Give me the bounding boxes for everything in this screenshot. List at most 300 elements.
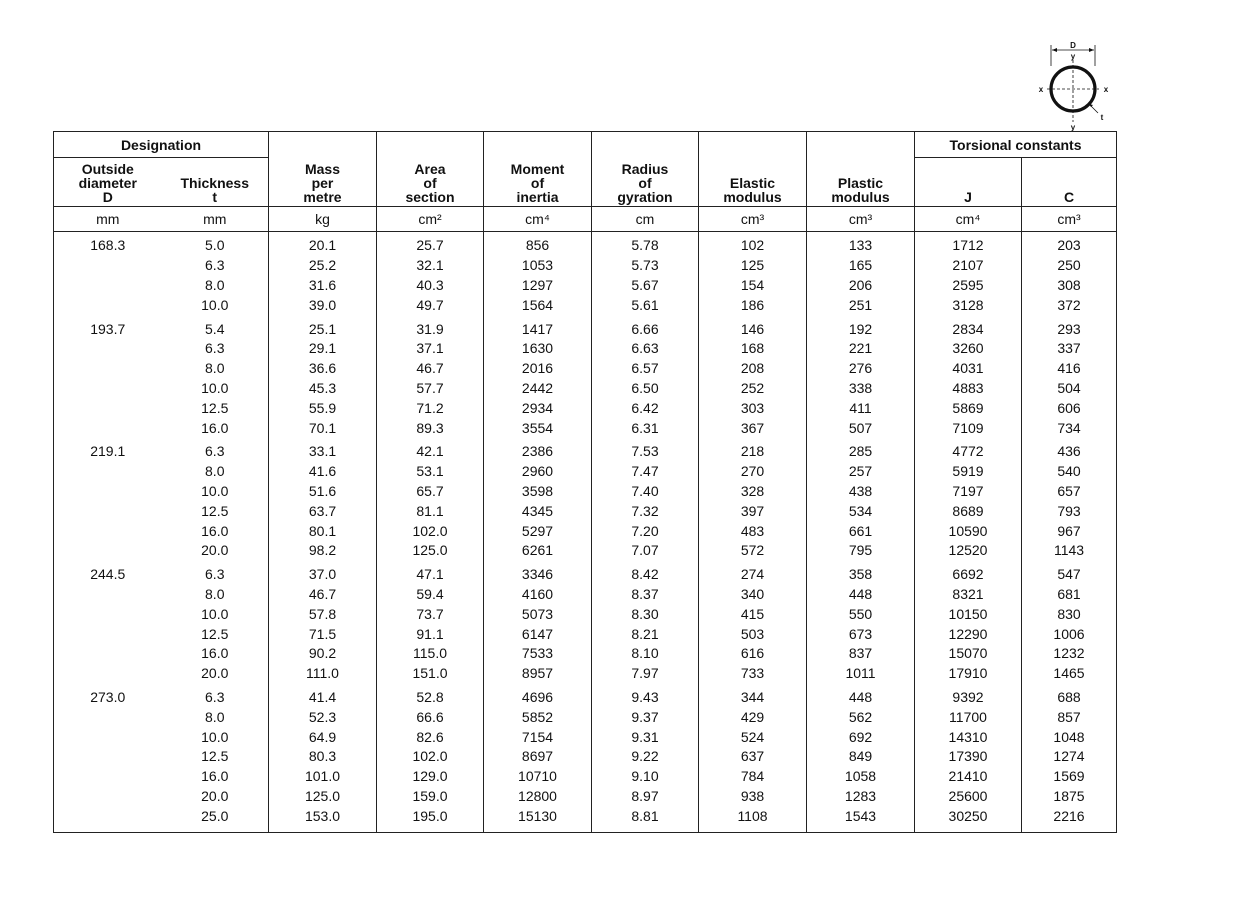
cell-j: 17390 xyxy=(915,747,1022,767)
table-row xyxy=(54,482,1117,502)
cell-plastic-modulus: 358 xyxy=(807,561,915,585)
designation-heading: Designation xyxy=(54,132,269,158)
cell-c: 1048 xyxy=(1022,727,1117,747)
cell-elastic-modulus: 572 xyxy=(699,541,807,561)
cell-gyration: 8.81 xyxy=(592,806,699,826)
cell-plastic-modulus: 133 xyxy=(807,232,915,256)
cell-elastic-modulus: 483 xyxy=(699,521,807,541)
cell-outside-diameter xyxy=(54,767,162,787)
cell-gyration: 7.97 xyxy=(592,664,699,684)
cell-c: 681 xyxy=(1022,585,1117,605)
cell-plastic-modulus: 1058 xyxy=(807,767,915,787)
cell-area: 102.0 xyxy=(377,747,484,767)
cell-gyration: 5.78 xyxy=(592,232,699,256)
cell-outside-diameter xyxy=(54,359,162,379)
diagram-label-y-top: y xyxy=(1070,52,1076,61)
cell-c: 293 xyxy=(1022,315,1117,339)
cell-outside-diameter xyxy=(54,707,162,727)
cell-gyration: 6.50 xyxy=(592,379,699,399)
cell-mass: 41.4 xyxy=(269,684,377,708)
cell-thickness: 12.5 xyxy=(162,747,269,767)
cell-outside-diameter xyxy=(54,501,162,521)
cell-outside-diameter xyxy=(54,398,162,418)
cell-mass: 29.1 xyxy=(269,339,377,359)
cell-c: 857 xyxy=(1022,707,1117,727)
cell-outside-diameter xyxy=(54,295,162,315)
cell-thickness: 8.0 xyxy=(162,359,269,379)
cell-area: 47.1 xyxy=(377,561,484,585)
cell-plastic-modulus: 837 xyxy=(807,644,915,664)
cell-inertia: 4160 xyxy=(484,585,592,605)
cell-j: 2595 xyxy=(915,276,1022,296)
table-row xyxy=(54,585,1117,605)
cell-gyration: 5.67 xyxy=(592,276,699,296)
cell-j: 4883 xyxy=(915,379,1022,399)
cell-area: 125.0 xyxy=(377,541,484,561)
cell-thickness: 16.0 xyxy=(162,521,269,541)
diagram-label-t: t xyxy=(1100,113,1104,122)
table-row xyxy=(54,604,1117,624)
cell-area: 151.0 xyxy=(377,664,484,684)
unit-cell: cm² xyxy=(377,207,484,232)
cell-mass: 70.1 xyxy=(269,418,377,438)
cell-gyration: 7.32 xyxy=(592,501,699,521)
cell-gyration: 5.61 xyxy=(592,295,699,315)
col-thickness: Thickness t xyxy=(162,158,269,207)
diagram-label-y-bottom: y xyxy=(1070,123,1076,132)
cell-j: 10590 xyxy=(915,521,1022,541)
cell-c: 830 xyxy=(1022,604,1117,624)
table-row xyxy=(54,541,1117,561)
cell-thickness: 10.0 xyxy=(162,727,269,747)
cell-inertia: 2016 xyxy=(484,359,592,379)
cell-thickness: 12.5 xyxy=(162,398,269,418)
unit-cell: cm⁴ xyxy=(915,207,1022,232)
cell-elastic-modulus: 938 xyxy=(699,787,807,807)
cell-mass: 71.5 xyxy=(269,624,377,644)
cell-inertia: 5297 xyxy=(484,521,592,541)
cell-mass: 46.7 xyxy=(269,585,377,605)
cell-elastic-modulus: 252 xyxy=(699,379,807,399)
unit-cell: cm³ xyxy=(699,207,807,232)
cell-thickness: 6.3 xyxy=(162,256,269,276)
cell-j: 25600 xyxy=(915,787,1022,807)
cell-area: 89.3 xyxy=(377,418,484,438)
cell-plastic-modulus: 534 xyxy=(807,501,915,521)
cell-j: 15070 xyxy=(915,644,1022,664)
cell-outside-diameter xyxy=(54,339,162,359)
cell-plastic-modulus: 192 xyxy=(807,315,915,339)
cell-area: 91.1 xyxy=(377,624,484,644)
table-row xyxy=(54,727,1117,747)
cell-elastic-modulus: 186 xyxy=(699,295,807,315)
cell-j: 10150 xyxy=(915,604,1022,624)
table-row xyxy=(54,707,1117,727)
cell-inertia: 1053 xyxy=(484,256,592,276)
table-row xyxy=(54,684,1117,708)
chs-properties-table xyxy=(53,131,1117,833)
cell-j: 2107 xyxy=(915,256,1022,276)
cell-mass: 57.8 xyxy=(269,604,377,624)
cell-c: 1465 xyxy=(1022,664,1117,684)
cell-j: 5869 xyxy=(915,398,1022,418)
cell-outside-diameter xyxy=(54,644,162,664)
cell-area: 59.4 xyxy=(377,585,484,605)
cell-j: 17910 xyxy=(915,664,1022,684)
cell-elastic-modulus: 303 xyxy=(699,398,807,418)
cell-area: 129.0 xyxy=(377,767,484,787)
cell-outside-diameter xyxy=(54,462,162,482)
table-row xyxy=(54,359,1117,379)
cell-gyration: 7.53 xyxy=(592,438,699,462)
cell-thickness: 10.0 xyxy=(162,379,269,399)
cell-thickness: 20.0 xyxy=(162,787,269,807)
cell-j: 4772 xyxy=(915,438,1022,462)
cell-thickness: 6.3 xyxy=(162,339,269,359)
cell-c: 337 xyxy=(1022,339,1117,359)
table-row xyxy=(54,806,1117,826)
cell-thickness: 20.0 xyxy=(162,541,269,561)
cell-gyration: 8.97 xyxy=(592,787,699,807)
cell-mass: 153.0 xyxy=(269,806,377,826)
cell-c: 308 xyxy=(1022,276,1117,296)
diagram-label-x-right: x xyxy=(1103,85,1109,94)
cell-gyration: 6.31 xyxy=(592,418,699,438)
cell-elastic-modulus: 344 xyxy=(699,684,807,708)
cell-elastic-modulus: 328 xyxy=(699,482,807,502)
table-row xyxy=(54,418,1117,438)
table-row xyxy=(54,787,1117,807)
cell-plastic-modulus: 673 xyxy=(807,624,915,644)
cell-area: 159.0 xyxy=(377,787,484,807)
cell-thickness: 20.0 xyxy=(162,664,269,684)
cell-c: 1143 xyxy=(1022,541,1117,561)
cell-gyration: 9.37 xyxy=(592,707,699,727)
cell-elastic-modulus: 429 xyxy=(699,707,807,727)
cell-c: 1569 xyxy=(1022,767,1117,787)
cell-inertia: 7533 xyxy=(484,644,592,664)
cell-inertia: 8957 xyxy=(484,664,592,684)
diagram-label-x-left: x xyxy=(1038,85,1044,94)
cell-j: 11700 xyxy=(915,707,1022,727)
cell-c: 436 xyxy=(1022,438,1117,462)
cell-mass: 98.2 xyxy=(269,541,377,561)
cell-outside-diameter: 168.3 xyxy=(54,232,162,256)
cell-inertia: 15130 xyxy=(484,806,592,826)
cell-gyration: 5.73 xyxy=(592,256,699,276)
cell-j: 7109 xyxy=(915,418,1022,438)
cell-c: 1232 xyxy=(1022,644,1117,664)
col-torsional-j: J xyxy=(915,158,1022,207)
table-row xyxy=(54,379,1117,399)
cell-thickness: 25.0 xyxy=(162,806,269,826)
cell-j: 12290 xyxy=(915,624,1022,644)
cell-c: 606 xyxy=(1022,398,1117,418)
cell-j: 14310 xyxy=(915,727,1022,747)
cell-area: 53.1 xyxy=(377,462,484,482)
cell-elastic-modulus: 616 xyxy=(699,644,807,664)
cell-c: 416 xyxy=(1022,359,1117,379)
cell-area: 52.8 xyxy=(377,684,484,708)
cell-outside-diameter: 219.1 xyxy=(54,438,162,462)
cell-j: 9392 xyxy=(915,684,1022,708)
cell-outside-diameter xyxy=(54,521,162,541)
cell-area: 81.1 xyxy=(377,501,484,521)
cell-mass: 111.0 xyxy=(269,664,377,684)
cell-plastic-modulus: 1011 xyxy=(807,664,915,684)
cell-plastic-modulus: 1543 xyxy=(807,806,915,826)
cell-mass: 51.6 xyxy=(269,482,377,502)
cell-outside-diameter: 193.7 xyxy=(54,315,162,339)
cell-plastic-modulus: 849 xyxy=(807,747,915,767)
cell-inertia: 7154 xyxy=(484,727,592,747)
table-row xyxy=(54,501,1117,521)
table-row xyxy=(54,256,1117,276)
cell-inertia: 2386 xyxy=(484,438,592,462)
cell-plastic-modulus: 448 xyxy=(807,684,915,708)
cell-inertia: 10710 xyxy=(484,767,592,787)
cell-c: 540 xyxy=(1022,462,1117,482)
cell-elastic-modulus: 503 xyxy=(699,624,807,644)
cell-j: 6692 xyxy=(915,561,1022,585)
cell-inertia: 1297 xyxy=(484,276,592,296)
cell-thickness: 6.3 xyxy=(162,684,269,708)
cell-elastic-modulus: 733 xyxy=(699,664,807,684)
torsional-constants-heading: Torsional constants xyxy=(915,132,1117,158)
table-row xyxy=(54,276,1117,296)
cell-outside-diameter xyxy=(54,482,162,502)
cell-area: 71.2 xyxy=(377,398,484,418)
cell-outside-diameter: 244.5 xyxy=(54,561,162,585)
cell-c: 203 xyxy=(1022,232,1117,256)
cell-plastic-modulus: 338 xyxy=(807,379,915,399)
cell-thickness: 8.0 xyxy=(162,276,269,296)
cell-elastic-modulus: 102 xyxy=(699,232,807,256)
table-row xyxy=(54,747,1117,767)
col-moment-of-inertia: Moment of inertia xyxy=(484,158,592,207)
cell-mass: 80.3 xyxy=(269,747,377,767)
cell-area: 102.0 xyxy=(377,521,484,541)
cell-gyration: 7.07 xyxy=(592,541,699,561)
cell-thickness: 10.0 xyxy=(162,482,269,502)
cell-gyration: 8.42 xyxy=(592,561,699,585)
cell-plastic-modulus: 1283 xyxy=(807,787,915,807)
cell-outside-diameter xyxy=(54,664,162,684)
unit-cell: kg xyxy=(269,207,377,232)
cell-inertia: 2960 xyxy=(484,462,592,482)
cell-outside-diameter xyxy=(54,806,162,826)
cell-area: 37.1 xyxy=(377,339,484,359)
cell-gyration: 7.47 xyxy=(592,462,699,482)
cell-inertia: 3346 xyxy=(484,561,592,585)
table-bottom-border xyxy=(54,826,1117,833)
cell-thickness: 8.0 xyxy=(162,462,269,482)
cell-inertia: 5073 xyxy=(484,604,592,624)
cell-c: 688 xyxy=(1022,684,1117,708)
cell-mass: 101.0 xyxy=(269,767,377,787)
cell-plastic-modulus: 221 xyxy=(807,339,915,359)
cell-outside-diameter xyxy=(54,256,162,276)
cell-mass: 80.1 xyxy=(269,521,377,541)
cell-elastic-modulus: 274 xyxy=(699,561,807,585)
cell-thickness: 16.0 xyxy=(162,767,269,787)
cell-inertia: 4345 xyxy=(484,501,592,521)
unit-cell: cm xyxy=(592,207,699,232)
cell-area: 195.0 xyxy=(377,806,484,826)
cell-j: 8689 xyxy=(915,501,1022,521)
cell-outside-diameter xyxy=(54,787,162,807)
unit-cell: cm³ xyxy=(1022,207,1117,232)
cell-thickness: 8.0 xyxy=(162,707,269,727)
cell-mass: 125.0 xyxy=(269,787,377,807)
cell-gyration: 7.20 xyxy=(592,521,699,541)
table-row xyxy=(54,561,1117,585)
cell-area: 65.7 xyxy=(377,482,484,502)
cell-plastic-modulus: 795 xyxy=(807,541,915,561)
cell-inertia: 12800 xyxy=(484,787,592,807)
cell-inertia: 1564 xyxy=(484,295,592,315)
cell-elastic-modulus: 208 xyxy=(699,359,807,379)
cell-area: 25.7 xyxy=(377,232,484,256)
cell-elastic-modulus: 415 xyxy=(699,604,807,624)
cell-outside-diameter: 273.0 xyxy=(54,684,162,708)
cell-elastic-modulus: 1108 xyxy=(699,806,807,826)
cell-area: 40.3 xyxy=(377,276,484,296)
cell-mass: 52.3 xyxy=(269,707,377,727)
cell-area: 57.7 xyxy=(377,379,484,399)
table-row xyxy=(54,624,1117,644)
cell-area: 73.7 xyxy=(377,604,484,624)
cell-inertia: 8697 xyxy=(484,747,592,767)
unit-cell: cm⁴ xyxy=(484,207,592,232)
cell-elastic-modulus: 340 xyxy=(699,585,807,605)
cell-gyration: 6.57 xyxy=(592,359,699,379)
table-body xyxy=(54,232,1117,833)
cell-j: 30250 xyxy=(915,806,1022,826)
cell-outside-diameter xyxy=(54,604,162,624)
cell-area: 46.7 xyxy=(377,359,484,379)
cell-mass: 39.0 xyxy=(269,295,377,315)
table-row xyxy=(54,295,1117,315)
cell-thickness: 6.3 xyxy=(162,438,269,462)
col-outside-diameter: Outside diameter D xyxy=(54,158,162,207)
col-area-of-section: Area of section xyxy=(377,158,484,207)
cell-plastic-modulus: 562 xyxy=(807,707,915,727)
cell-mass: 31.6 xyxy=(269,276,377,296)
cell-inertia: 1417 xyxy=(484,315,592,339)
cell-plastic-modulus: 285 xyxy=(807,438,915,462)
table-row xyxy=(54,462,1117,482)
cell-plastic-modulus: 251 xyxy=(807,295,915,315)
cell-c: 793 xyxy=(1022,501,1117,521)
cell-elastic-modulus: 637 xyxy=(699,747,807,767)
cell-plastic-modulus: 276 xyxy=(807,359,915,379)
cell-c: 2216 xyxy=(1022,806,1117,826)
col-radius-of-gyration: Radius of gyration xyxy=(592,158,699,207)
cell-j: 3260 xyxy=(915,339,1022,359)
cell-elastic-modulus: 524 xyxy=(699,727,807,747)
cell-inertia: 6261 xyxy=(484,541,592,561)
cell-j: 7197 xyxy=(915,482,1022,502)
cell-plastic-modulus: 448 xyxy=(807,585,915,605)
cell-j: 1712 xyxy=(915,232,1022,256)
chs-section-diagram xyxy=(1030,40,1130,135)
cell-area: 66.6 xyxy=(377,707,484,727)
cell-thickness: 12.5 xyxy=(162,624,269,644)
cell-c: 1006 xyxy=(1022,624,1117,644)
table-row xyxy=(54,232,1117,256)
cell-elastic-modulus: 367 xyxy=(699,418,807,438)
cell-outside-diameter xyxy=(54,747,162,767)
cell-gyration: 7.40 xyxy=(592,482,699,502)
cell-outside-diameter xyxy=(54,727,162,747)
cell-gyration: 6.66 xyxy=(592,315,699,339)
cell-c: 734 xyxy=(1022,418,1117,438)
cell-elastic-modulus: 784 xyxy=(699,767,807,787)
cell-j: 8321 xyxy=(915,585,1022,605)
cell-elastic-modulus: 146 xyxy=(699,315,807,339)
cell-gyration: 9.10 xyxy=(592,767,699,787)
cell-gyration: 8.30 xyxy=(592,604,699,624)
cell-c: 1875 xyxy=(1022,787,1117,807)
cell-area: 82.6 xyxy=(377,727,484,747)
table-row xyxy=(54,521,1117,541)
unit-cell: cm³ xyxy=(807,207,915,232)
col-torsional-c: C xyxy=(1022,158,1117,207)
cell-mass: 41.6 xyxy=(269,462,377,482)
cell-elastic-modulus: 397 xyxy=(699,501,807,521)
cell-inertia: 1630 xyxy=(484,339,592,359)
table-row xyxy=(54,339,1117,359)
cell-inertia: 856 xyxy=(484,232,592,256)
unit-cell: mm xyxy=(162,207,269,232)
cell-mass: 37.0 xyxy=(269,561,377,585)
table-row xyxy=(54,398,1117,418)
cell-area: 32.1 xyxy=(377,256,484,276)
cell-elastic-modulus: 270 xyxy=(699,462,807,482)
cell-thickness: 8.0 xyxy=(162,585,269,605)
cell-elastic-modulus: 125 xyxy=(699,256,807,276)
col-elastic-modulus: Elastic modulus xyxy=(699,158,807,207)
cell-outside-diameter xyxy=(54,418,162,438)
cell-thickness: 5.4 xyxy=(162,315,269,339)
cell-area: 31.9 xyxy=(377,315,484,339)
cell-plastic-modulus: 438 xyxy=(807,482,915,502)
cell-gyration: 8.21 xyxy=(592,624,699,644)
cell-c: 372 xyxy=(1022,295,1117,315)
cell-gyration: 8.10 xyxy=(592,644,699,664)
table-row xyxy=(54,664,1117,684)
cell-outside-diameter xyxy=(54,541,162,561)
cell-j: 3128 xyxy=(915,295,1022,315)
cell-plastic-modulus: 165 xyxy=(807,256,915,276)
cell-thickness: 10.0 xyxy=(162,295,269,315)
cell-inertia: 3598 xyxy=(484,482,592,502)
unit-cell: mm xyxy=(54,207,162,232)
cell-mass: 33.1 xyxy=(269,438,377,462)
cell-plastic-modulus: 661 xyxy=(807,521,915,541)
cell-j: 21410 xyxy=(915,767,1022,787)
cell-outside-diameter xyxy=(54,585,162,605)
cell-gyration: 9.31 xyxy=(592,727,699,747)
cell-mass: 25.2 xyxy=(269,256,377,276)
cell-mass: 63.7 xyxy=(269,501,377,521)
cell-mass: 64.9 xyxy=(269,727,377,747)
col-mass-per-metre: Mass per metre xyxy=(269,158,377,207)
cell-thickness: 16.0 xyxy=(162,644,269,664)
cell-c: 504 xyxy=(1022,379,1117,399)
cell-thickness: 6.3 xyxy=(162,561,269,585)
